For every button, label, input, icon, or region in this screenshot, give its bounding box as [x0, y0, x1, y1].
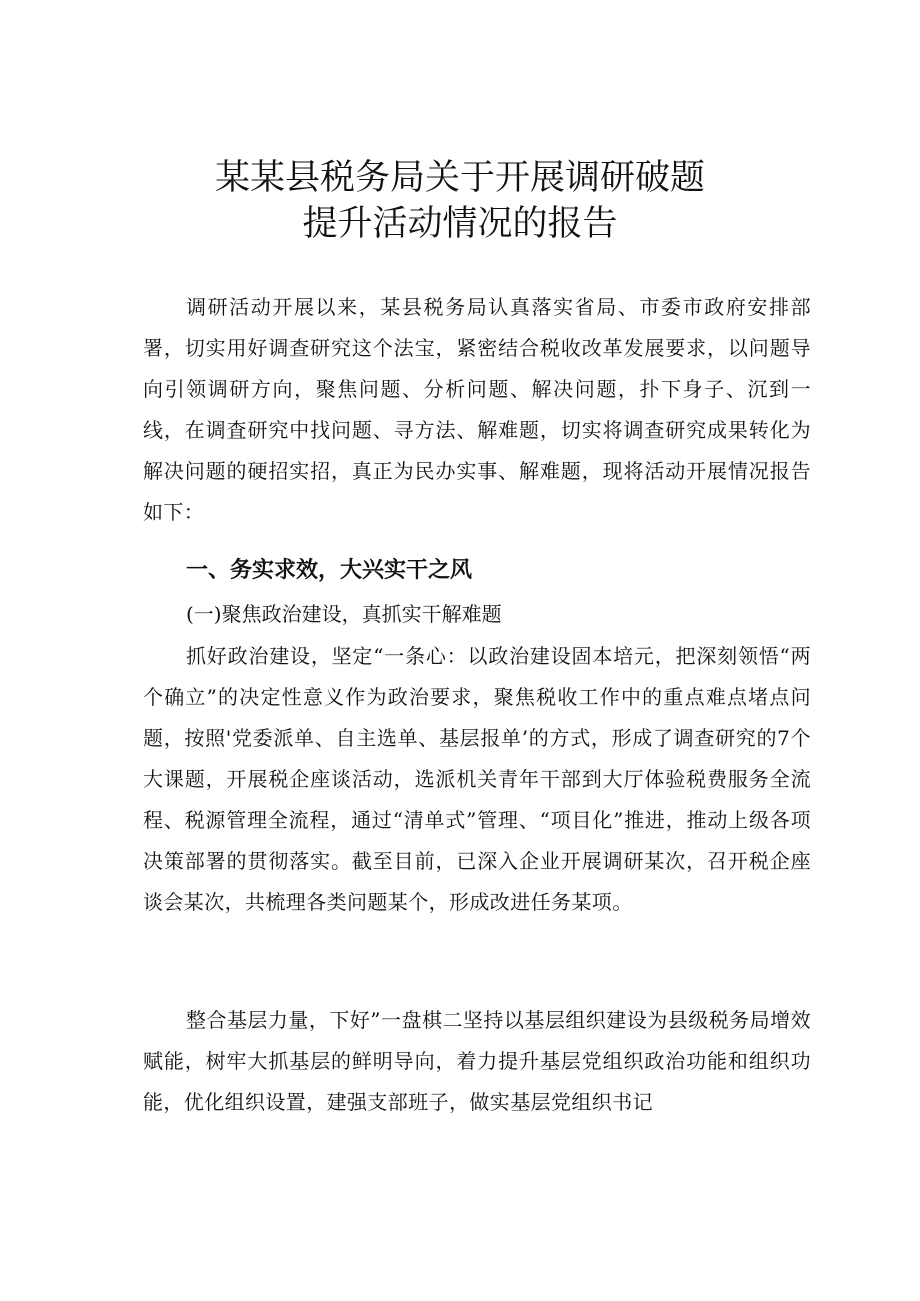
subsection-heading: (一)聚焦政治建设，真抓实干解难题 — [186, 602, 502, 626]
body-paragraph-political-building: 抓好政治建设，坚定“一条心：以政治建设固本培元，把深刻领悟“两个确立”的决定性意义作为政治要求，聚焦税收工作中的重点难点堵点问题，按照'党委派单、自主选单、基层报单’的方式，形成了调查研究的7个大课题，开展税企座谈活动，选派机关青年干部到大厅体验税费服务全流程、税源管理全流程，通过“清单式”管理、“项目化”推进，推动上级各项决策部署的贯彻落实。截至目前，已深入企业开展调研某次，召开税企座谈会某次，共梳理各类问题某个，形成改进任务某项。 — [143, 644, 811, 914]
document-title — [0, 155, 920, 247]
title-line-1: 某某县税务局关于开展调研破题 — [214, 158, 705, 198]
body-paragraph-grassroots: 整合基层力量，下好”一盘棋二坚持以基层组织建设为县级税务局增效赋能，树牢大抓基层的鲜明导向，着力提升基层党组织政治功能和组织功能，优化组织设置，建强支部班子，做实基层党组织书记 — [143, 1008, 811, 1114]
title-line-2: 提升活动情况的报告 — [302, 204, 618, 244]
section-heading: 一、务实求效，大兴实干之风 — [186, 558, 473, 583]
intro-paragraph: 调研活动开展以来，某县税务局认真落实省局、市委市政府安排部署，切实用好调查研究这个法宝，紧密结合税收改革发展要求，以问题导向引领调研方向，聚焦问题、分析问题、解决问题，扑下身子、沉到一线，在调査研究中找问题、寻方法、解难题，切实将调查研究成果转化为解决问题的硬招实招，真正为民办实事、解难题，现将活动开展情况报告如下： — [143, 295, 811, 524]
